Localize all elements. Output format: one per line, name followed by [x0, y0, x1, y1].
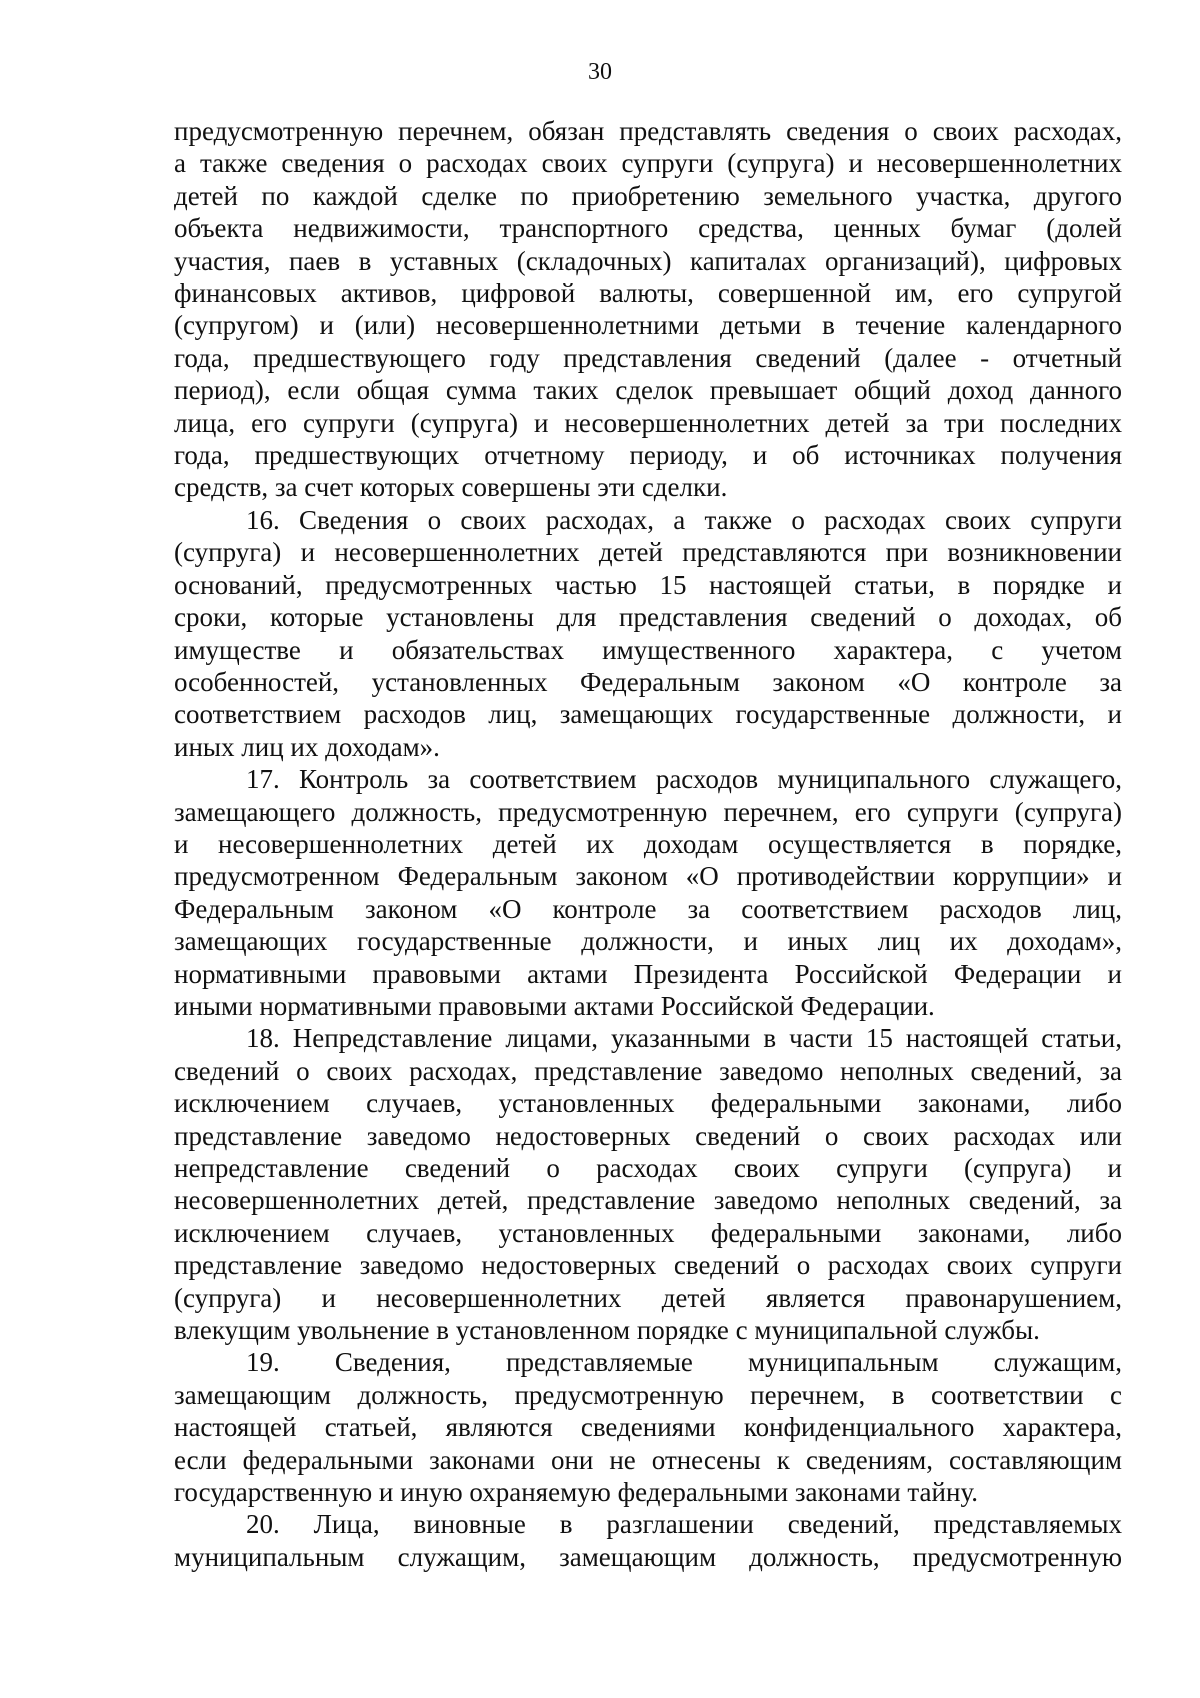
text-line: 17. Контроль за соответствием расходов муниципального служащего, — [246, 764, 1122, 795]
text-line: иных лиц их доходам». — [174, 731, 440, 762]
text-line: нормативными правовыми актами Президента Российской Федерации и — [174, 958, 1122, 989]
text-line: и несовершеннолетних детей их доходам осуществляется в порядке, — [174, 828, 1122, 859]
text-line: оснований, предусмотренных частью 15 настоящей статьи, в порядке и — [174, 569, 1122, 600]
text-line: иными нормативными правовыми актами Российской Федерации. — [174, 990, 935, 1021]
document-body — [174, 115, 1122, 1573]
text-line: а также сведения о расходах своих супруги (супруга) и несовершеннолетних — [174, 148, 1122, 179]
text-line: сроки, которые установлены для представления сведений о доходах, об — [174, 602, 1122, 633]
text-line: года, предшествующих отчетному периоду, и об источниках получения — [174, 440, 1122, 471]
paragraph — [174, 763, 1122, 1022]
text-line: 19. Сведения, представляемые муниципальным служащим, — [246, 1347, 1122, 1378]
text-line: детей по каждой сделке по приобретению земельного участка, другого — [174, 180, 1122, 211]
text-line: предусмотренном Федеральным законом «О противодействии коррупции» и — [174, 861, 1122, 892]
page-number: 30 — [588, 59, 612, 85]
text-line: несовершеннолетних детей, представление заведомо неполных сведений, за — [174, 1185, 1122, 1216]
text-line: Федеральным законом «О контроле за соответствием расходов лиц, — [174, 893, 1122, 924]
text-line: предусмотренную перечнем, обязан представлять сведения о своих расходах, — [174, 116, 1122, 146]
text-line: (супругом) и (или) несовершеннолетними детьми в течение календарного — [174, 310, 1122, 341]
text-line: влекущим увольнение в установленном порядке с муниципальной службы. — [174, 1315, 1040, 1346]
text-line: период), если общая сумма таких сделок превышает общий доход данного — [174, 375, 1122, 406]
text-line: сведений о своих расходах, представление заведомо неполных сведений, за — [174, 1055, 1122, 1086]
text-line: если федеральными законами они не отнесены к сведениям, составляющим — [174, 1444, 1122, 1475]
text-line: (супруга) и несовершеннолетних детей представляются при возникновении — [174, 537, 1122, 568]
paragraph — [174, 1346, 1122, 1508]
text-line: года, предшествующего году представления сведений (далее - отчетный — [174, 342, 1122, 373]
text-line: 18. Непредставление лицами, указанными в части 15 настоящей статьи, — [246, 1023, 1122, 1054]
paragraph — [174, 1022, 1122, 1346]
text-line: особенностей, установленных Федеральным законом «О контроле за — [174, 666, 1122, 697]
text-line: 16. Сведения о своих расходах, а также о расходах своих супруги — [246, 504, 1122, 535]
text-line: замещающих государственные должности, и иных лиц их доходам», — [174, 926, 1122, 957]
text-line: непредставление сведений о расходах своих супруги (супруга) и — [174, 1153, 1122, 1183]
text-line: государственную и иную охраняемую федеральными законами тайну. — [174, 1477, 978, 1508]
text-line: исключением случаев, установленных федеральными законами, либо — [174, 1088, 1122, 1119]
text-line: замещающим должность, предусмотренную перечнем, в соответствии с — [174, 1379, 1122, 1410]
paragraph — [174, 115, 1122, 504]
text-line: лица, его супруги (супруга) и несовершеннолетних детей за три последних — [174, 407, 1122, 438]
text-line: замещающего должность, предусмотренную перечнем, его супруги (супруга) — [174, 796, 1122, 827]
text-line: настоящей статьей, являются сведениями конфиденциального характера, — [174, 1412, 1122, 1443]
text-line: представление заведомо недостоверных сведений о своих расходах или — [174, 1120, 1122, 1151]
paragraph — [174, 1508, 1122, 1573]
text-line: средств, за счет которых совершены эти сделки. — [174, 472, 728, 503]
text-line: исключением случаев, установленных федеральными законами, либо — [174, 1217, 1122, 1248]
text-line: объекта недвижимости, транспортного средства, ценных бумаг (долей — [174, 213, 1122, 244]
text-line: представление заведомо недостоверных сведений о расходах своих супруги — [174, 1250, 1122, 1281]
text-line: 20. Лица, виновные в разглашении сведений, представляемых — [246, 1509, 1122, 1540]
text-line: соответствием расходов лиц, замещающих государственные должности, и — [174, 699, 1122, 730]
text-line: (супруга) и несовершеннолетних детей является правонарушением, — [174, 1282, 1122, 1313]
paragraph — [174, 504, 1122, 763]
text-line: участия, паев в уставных (складочных) капиталах организаций), цифровых — [174, 245, 1122, 276]
text-line: муниципальным служащим, замещающим должность, предусмотренную — [174, 1541, 1122, 1572]
text-line: финансовых активов, цифровой валюты, совершенной им, его супругой — [174, 278, 1122, 309]
text-line: имуществе и обязательствах имущественного характера, с учетом — [174, 634, 1122, 665]
